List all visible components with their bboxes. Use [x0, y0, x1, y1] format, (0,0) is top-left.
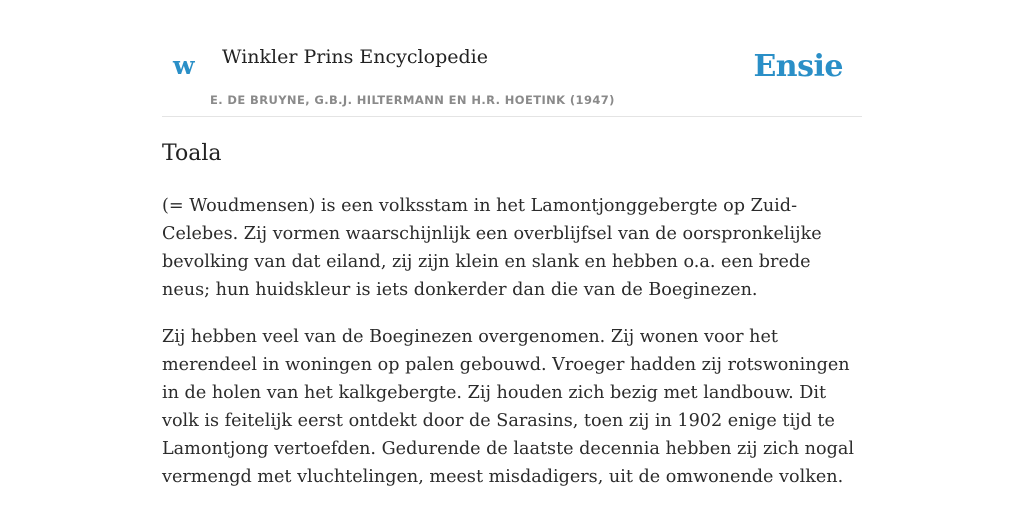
book-title-link[interactable]: Winkler Prins Encyclopedie	[222, 46, 488, 68]
book-authors: E. DE BRUYNE, G.B.J. HILTERMANN EN H.R. HOETINK (1947)	[210, 93, 615, 107]
entry-title: Toala	[162, 141, 222, 166]
ensie-brand-logo[interactable]: Ensie	[753, 49, 843, 84]
encyclopedia-card	[162, 0, 862, 512]
entry-body	[162, 192, 862, 510]
winkler-prins-logo[interactable]: w	[173, 51, 195, 80]
entry-paragraph: (= Woudmensen) is een volksstam in het Lamontjonggebergte op Zuid-Celebes. Zij vormen waarschijnlijk een overblijfsel van de oorspronkelijke bevolking van dat eiland, zij zijn klein en slank en hebben o.a. een brede neus; hun huidskleur is iets donkerder dan die van de Boeginezen.	[162, 196, 822, 300]
header	[162, 0, 862, 117]
entry-paragraph: Zij hebben veel van de Boeginezen overgenomen. Zij wonen voor het merendeel in woningen op palen gebouwd. Vroeger hadden zij rotswoningen in de holen van het kalkgebergte. Zij houden zich bezig met landbouw. Dit volk is feitelijk eerst ontdekt door de Sarasins, toen zij in 1902 enige tijd te Lamontjong vertoefden. Gedurende de laatste decennia hebben zij zich nogal vermengd met vluchtelingen, meest misdadigers, uit de omwonende volken.	[162, 327, 854, 487]
